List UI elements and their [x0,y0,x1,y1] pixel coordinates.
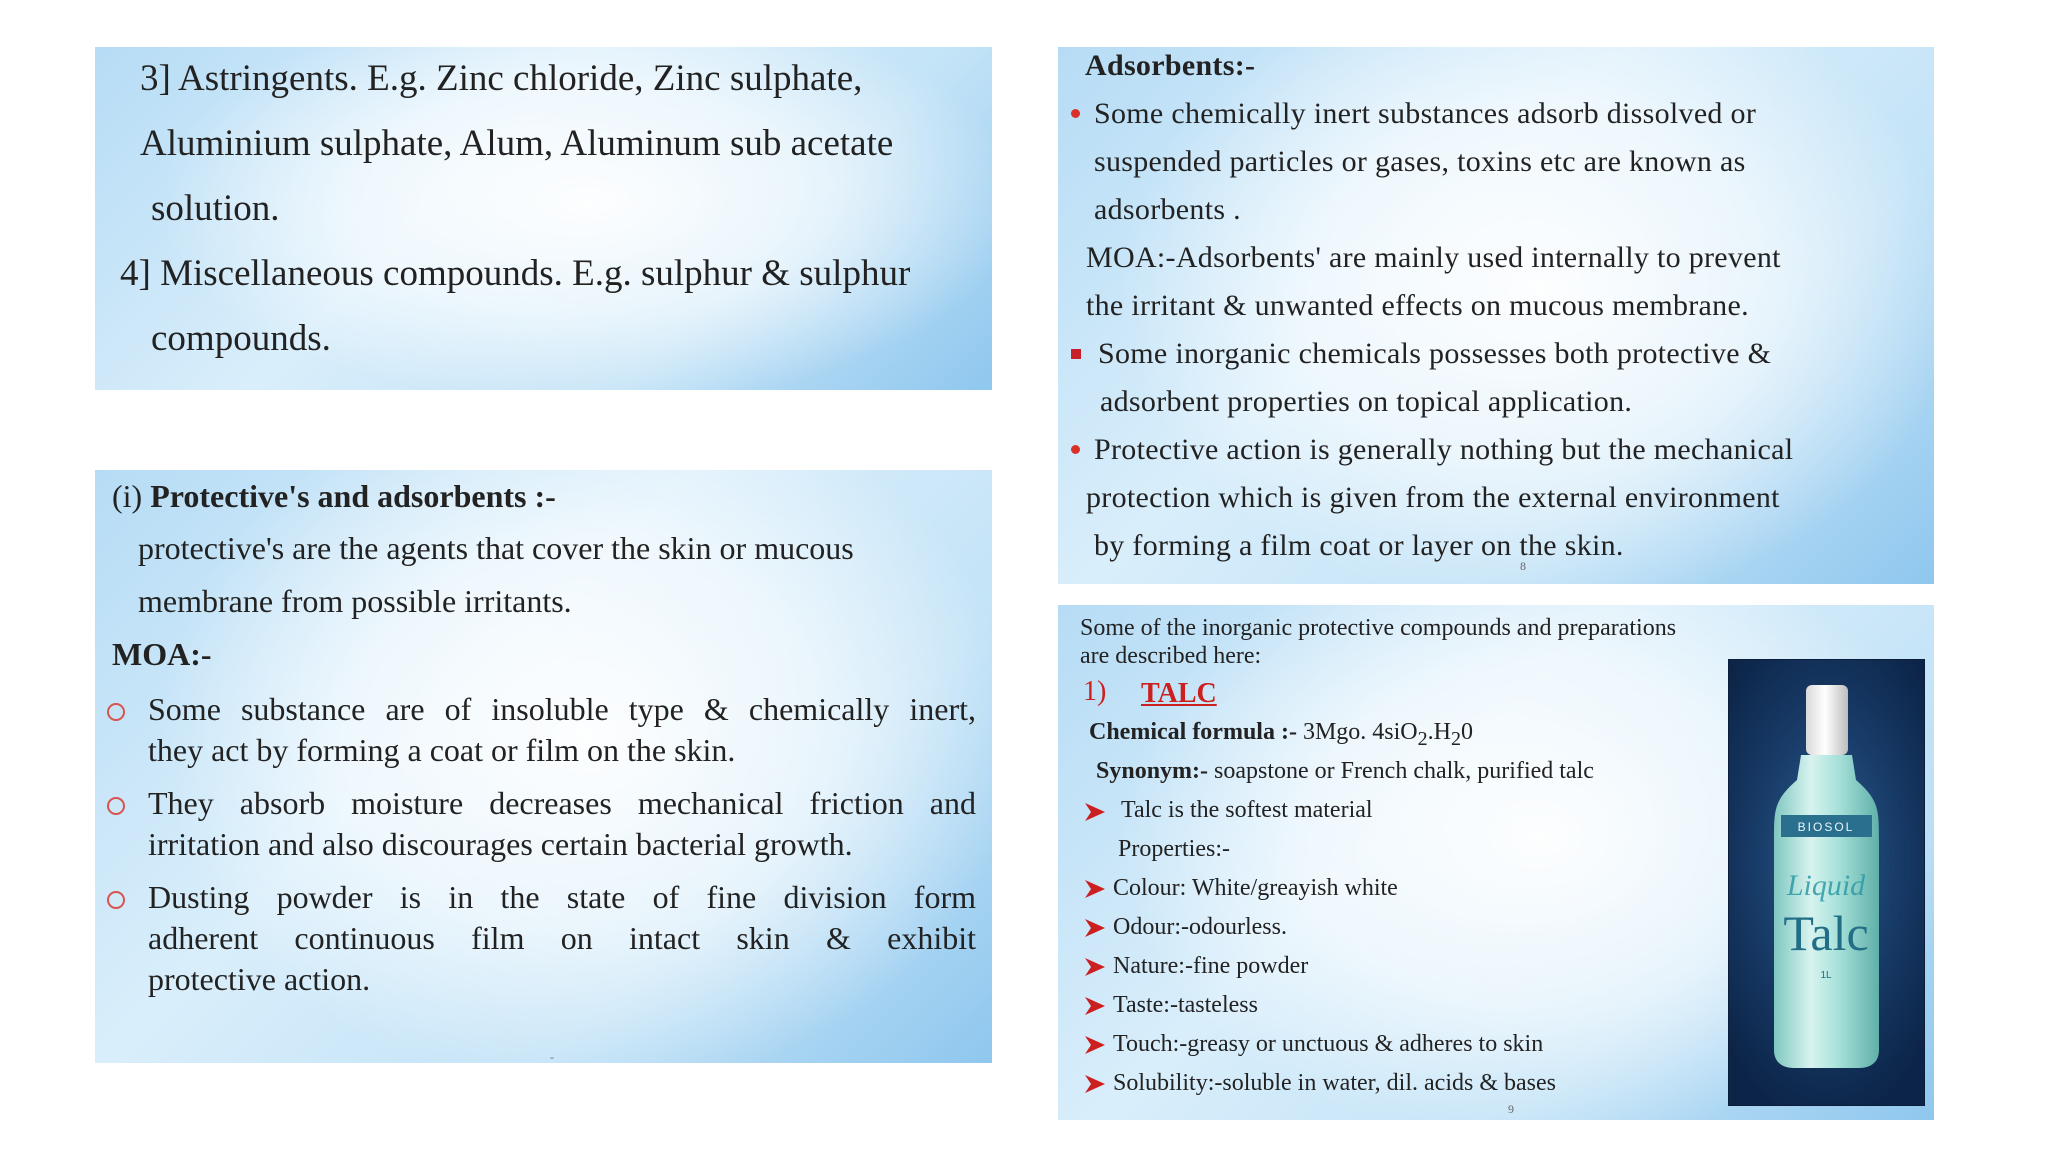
synonym-label: Synonym:- [1096,758,1209,784]
arrow-bullet-icon [1084,956,1106,978]
dot-bullet-icon [1071,109,1080,118]
bullet-line: Dusting powder is in the state of fine division form [148,879,976,915]
talc-bottle-icon [1729,660,1924,1105]
arrow-bullet-icon [1084,917,1106,939]
synonym-line [1096,758,1594,785]
heading-prefix: (i) [112,478,151,514]
properties-label: Properties:- [1118,836,1230,862]
square-bullet-icon [1071,349,1081,359]
text-line: protection which is given from the external environment [1086,481,1780,514]
formula-part: .H [1427,719,1451,745]
text-line: Protective action is generally nothing but the mechanical [1094,433,1794,466]
circle-bullet-icon [107,891,125,909]
intro-line: protective's are the agents that cover the skin or mucous [138,530,854,566]
slide-astringents [95,47,992,390]
property-line: Taste:-tasteless [1113,992,1258,1018]
photo-product-name: Talc [1783,905,1869,961]
text-line: MOA:-Adsorbents' are mainly used internally to prevent [1086,241,1781,274]
formula-line [1089,719,1473,751]
moa-label: MOA:- [112,636,212,672]
bullet-line: adherent continuous film on intact skin & exhibit [148,920,976,956]
slide-protectives [95,470,992,1063]
dot-bullet-icon [1071,445,1080,454]
formula-part: 3Mgo. 4siO [1296,719,1418,745]
bullet-line: protective action. [148,961,371,997]
property-line: Colour: White/greayish white [1113,875,1398,901]
bullet-line: They absorb moisture decreases mechanical friction and [148,785,976,821]
page-number: 8 [1520,559,1526,573]
bullet-line: Some substance are of insoluble type & chemically inert, [148,691,976,727]
text-line: 3] Astringents. E.g. Zinc chloride, Zinc sulphate, [140,58,863,99]
formula-sub: 2 [1417,727,1428,750]
property-line: Odour:-odourless. [1113,914,1287,940]
arrow-bullet-icon [1084,801,1106,823]
text-line: the irritant & unwanted effects on mucous membrane. [1086,289,1749,322]
arrow-bullet-icon [1084,1073,1106,1095]
text-line: adsorbent properties on topical application. [1100,385,1633,418]
formula-part: 0 [1460,719,1473,745]
slide-heading [112,478,556,515]
property-line: Solubility:-soluble in water, dil. acids & bases [1113,1070,1556,1096]
text-line: by forming a film coat or layer on the skin. [1094,529,1624,562]
bullet-line: irritation and also discourages certain bacterial growth. [148,826,853,862]
text-line: 4] Miscellaneous compounds. E.g. sulphur & sulphur [120,253,911,294]
text-line: Some chemically inert substances adsorb dissolved or [1094,97,1757,130]
property-line: Touch:-greasy or unctuous & adheres to skin [1113,1031,1544,1057]
circle-bullet-icon [107,703,125,721]
property-line: Nature:-fine powder [1113,953,1309,979]
formula-sub: 2 [1450,727,1461,750]
arrow-bullet-icon [1084,1034,1106,1056]
item-number: 1) [1083,676,1107,707]
footer-mark: - [550,1050,554,1063]
intro-line: membrane from possible irritants. [138,583,572,619]
photo-brand-text: BIOSOL [1797,820,1855,834]
text-line: suspended particles or gases, toxins etc are known as [1094,145,1746,178]
fact-line: Talc is the softest material [1121,797,1373,823]
slide-adsorbents [1058,47,1934,584]
text-line: compounds. [151,318,331,359]
slide-talc [1058,605,1934,1120]
synonym-value: soapstone or French chalk, purified talc [1208,758,1594,784]
talc-bottle-photo [1728,659,1925,1106]
page-number: 9 [1508,1102,1514,1116]
arrow-bullet-icon [1084,995,1106,1017]
arrow-bullet-icon [1084,878,1106,900]
formula-label: Chemical formula :- [1089,719,1297,745]
bullet-line: they act by forming a coat or film on the skin. [148,732,736,768]
intro-line: are described here: [1080,643,1262,669]
photo-product-text: Liquid [1786,869,1866,902]
photo-volume-text: 1L [1820,970,1832,981]
text-line: Aluminium sulphate, Alum, Aluminum sub acetate [140,123,894,164]
circle-bullet-icon [107,797,125,815]
slide-title: Adsorbents:- [1085,49,1256,82]
heading-bold: Protective's and adsorbents :- [150,478,556,514]
intro-line: Some of the inorganic protective compounds and preparations [1080,615,1677,641]
text-line: solution. [151,188,280,229]
text-line: adsorbents . [1094,193,1241,226]
text-line: Some inorganic chemicals possesses both protective & [1098,337,1772,370]
item-title: TALC [1141,678,1217,709]
